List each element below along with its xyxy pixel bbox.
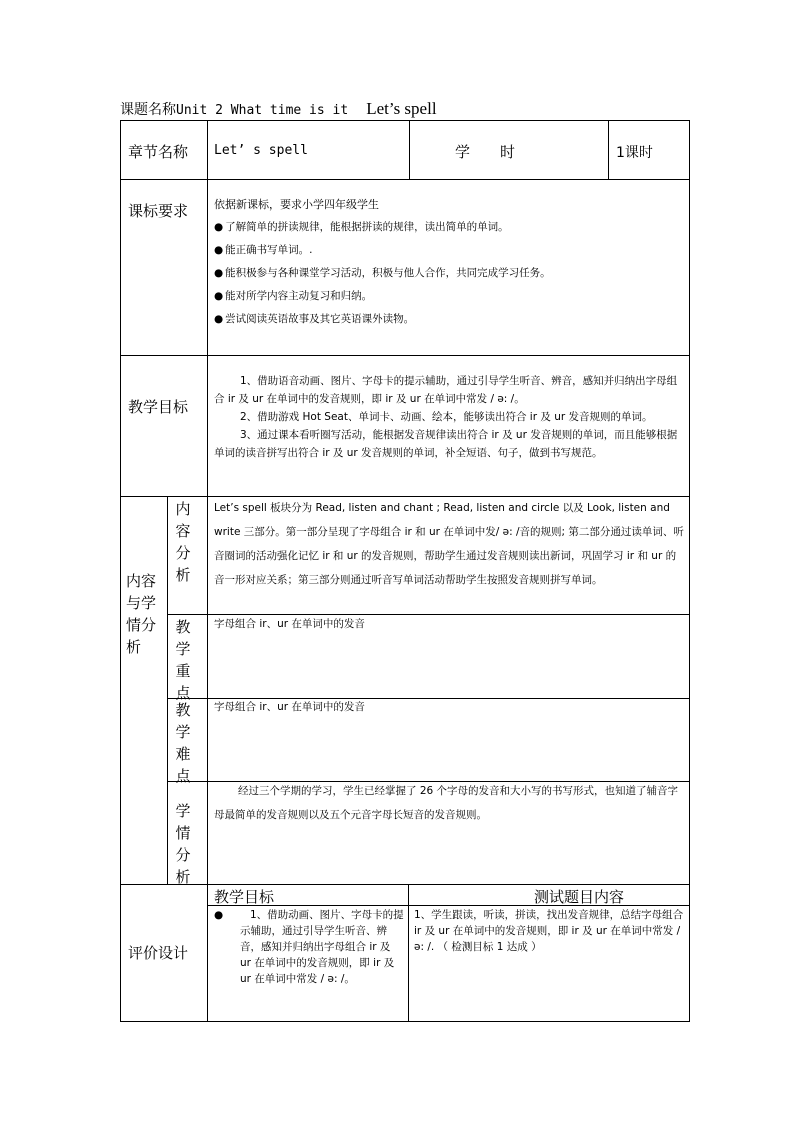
col-analysis-divider [167,496,168,885]
rule-analysis [120,884,689,885]
rule-row1 [120,179,689,180]
difficult-points-text: 字母组合 ir、ur 在单词中的发音 [214,701,365,713]
col-hours-value-divider [608,120,609,180]
evaluation-objective [214,907,404,987]
title-prefix: 课题名称 [120,102,176,118]
objectives-text [214,372,684,462]
objective-item: 3、通过课本看听圈写活动，能根据发音规律读出符合 ir 及 ur 发音规则的单词，而且能够根据单词的读音拼写出符合 ir 及 ur 发音规则的单词，补全短语、句子，做到书写规范。 [214,429,678,459]
standards-item: ● 能积极参与各种课堂学习活动，积极与他人合作，共同完成学习任务。 [214,267,551,279]
content-analysis-label: 内容分析 [175,500,191,584]
standards-label: 课标要求 [128,202,189,220]
chapter-value: Let’ s spell [214,143,308,158]
standards-intro: 依据新课标，要求小学四年级学生 [214,198,379,211]
difficult-points-label: 教学难点 [175,701,191,785]
hours-value: 1课时 [616,145,653,161]
evaluation-test: 1、学生跟读，听读，拼读，找出发音规律，总结字母组合 ir 及 ur 在单词中的发音规则，即 ir 及 ur 在单词中常发 / ə: /. （ 检测目标 1 达成 ） [414,909,684,953]
standards-text [214,193,684,331]
evaluation-label: 评价设计 [128,944,189,962]
standards-item: ● 能正确书写单词。. [214,244,313,256]
standards-item: ● 能对所学内容主动复习和归纳。 [214,290,373,302]
evaluation-col2-header: 测试题目内容 [534,888,625,906]
objective-item: 2、借助游戏 Hot Seat、单词卡、动画、绘本，能够读出符合 ir 及 ur 发音规则的单词。 [240,411,653,423]
hours-label: 学 时 [455,143,516,161]
col-hours-divider [409,120,410,180]
title-lesson: Let’s spell [366,99,437,118]
key-points-label: 教学重点 [175,618,191,702]
objectives-label: 教学目标 [128,398,189,416]
rule-row2 [120,355,689,356]
standards-item: ● 了解简单的拼读规律，能根据拼读的规律，读出简单的单词。 [214,221,509,233]
key-points-text: 字母组合 ir、ur 在单词中的发音 [214,618,365,630]
objective-item: 1、借助语音动画、图片、字母卡的提示辅助，通过引导学生听音、辨音，感知并归纳出字母组合 ir 及 ur 在单词中的发音规则，即 ir 及 ur 在单词中常发 / ə: /。 [214,375,678,405]
col-label-divider [207,120,208,1021]
content-analysis-text: Let’s spell 板块分为 Read, listen and chant ; Read, listen and circle 以及 Look, listen and write 三部分。第一部分呈现了字母组合 ir 和 ur 在单词中发/ ə: /音的规则; 第二部分通过读单词、听音圈词的活动强化记忆 ir 和 ur 的发音规则，帮助学生通过发音规则读出新词，巩固学习 ir 和 ur 的音一形对应关系；第三部分则通过听音写单词活动帮助学生按照发音规则拼写单词。 [214,502,684,586]
student-analysis-text: 经过三个学期的学习，学生已经掌握了 26 个字母的发音和大小写的书写形式，也知道了辅音字母最简单的发音规则以及五个元音字母长短音的发音规则。 [214,785,679,821]
evaluation-objective-text: 1、借助动画、图片、字母卡的提示辅助，通过引导学生听音、辨音，感知并归纳出字母组合 ir 及 ur 在单词中的发音规则，即 ir 及 ur 在单词中常发 / ə: /。 [240,909,404,985]
title-unit: Unit 2 What time is it [176,103,349,118]
lesson-title [120,99,437,119]
analysis-label: 内容与学情分析 [126,572,157,656]
chapter-label: 章节名称 [128,143,189,161]
evaluation-col1-header: 教学目标 [214,888,275,906]
col-eval-divider [408,884,409,1021]
evaluation-bullet: ● [214,909,224,921]
standards-item: ● 尝试阅读英语故事及其它英语课外读物。 [214,313,415,325]
student-analysis-label: 学情分析 [175,802,191,886]
